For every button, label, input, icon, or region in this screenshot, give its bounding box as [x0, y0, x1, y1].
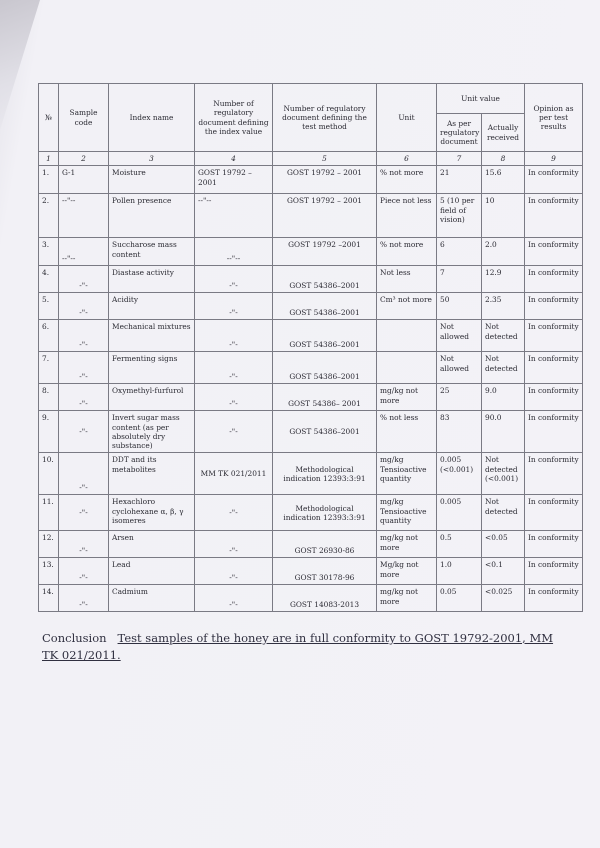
header-doc-method: Number of regulatory document defining the test method	[273, 84, 377, 152]
doc-index: -"-	[195, 558, 273, 585]
doc-index: -"-	[195, 293, 273, 320]
table-row	[39, 495, 583, 531]
opinion: In conformity	[525, 320, 583, 352]
index-name: DDT and its metabolites	[109, 453, 195, 495]
sample-code: -"-	[59, 453, 109, 495]
doc-method: GOST 54386–2001	[273, 352, 377, 384]
sample-code: -"-	[59, 558, 109, 585]
table-row	[39, 453, 583, 495]
index-name: Moisture	[109, 166, 195, 194]
row-number: 12.	[39, 531, 59, 558]
doc-method: GOST 54386–2001	[273, 293, 377, 320]
col-number: 2	[59, 152, 109, 166]
opinion: In conformity	[525, 495, 583, 531]
table-row	[39, 166, 583, 194]
sample-code: -"-	[59, 411, 109, 453]
as-per-value: 83	[437, 411, 482, 453]
doc-index: -"-	[195, 320, 273, 352]
unit: mg/kg Tensioactive quantity	[377, 453, 437, 495]
opinion: In conformity	[525, 585, 583, 612]
unit	[377, 320, 437, 352]
as-per-value: 25	[437, 384, 482, 411]
row-number: 8.	[39, 384, 59, 411]
as-per-value: 5 (10 per field of vision)	[437, 194, 482, 238]
sample-code: --"--	[59, 194, 109, 238]
table-row	[39, 238, 583, 266]
conclusion-label: Conclusion	[42, 631, 107, 645]
actual-value: 12.9	[482, 266, 525, 293]
opinion: In conformity	[525, 194, 583, 238]
table-row	[39, 531, 583, 558]
doc-method: GOST 14083-2013	[273, 585, 377, 612]
row-number: 4.	[39, 266, 59, 293]
opinion: In conformity	[525, 266, 583, 293]
doc-method: GOST 54386–2001	[273, 266, 377, 293]
actual-value: Not detected	[482, 495, 525, 531]
doc-index: -"-	[195, 266, 273, 293]
actual-value: 90.0	[482, 411, 525, 453]
test-results-table	[38, 83, 583, 612]
doc-method: GOST 54386–2001	[273, 320, 377, 352]
row-number: 13.	[39, 558, 59, 585]
unit: % not more	[377, 166, 437, 194]
row-number: 1.	[39, 166, 59, 194]
index-name: Arsen	[109, 531, 195, 558]
opinion: In conformity	[525, 384, 583, 411]
as-per-value: 0.05	[437, 585, 482, 612]
row-number: 9.	[39, 411, 59, 453]
unit: Cm³ not more	[377, 293, 437, 320]
opinion: In conformity	[525, 238, 583, 266]
doc-method: GOST 54386–2001	[273, 411, 377, 453]
conclusion	[42, 630, 562, 663]
sample-code: -"-	[59, 585, 109, 612]
opinion: In conformity	[525, 558, 583, 585]
doc-index: -"-	[195, 585, 273, 612]
as-per-value: Not allowed	[437, 352, 482, 384]
doc-index: -"-	[195, 411, 273, 453]
opinion: In conformity	[525, 411, 583, 453]
doc-method: GOST 54386– 2001	[273, 384, 377, 411]
row-number: 6.	[39, 320, 59, 352]
sample-code: -"-	[59, 266, 109, 293]
header-unit-value: Unit value	[437, 84, 525, 114]
sample-code: -"-	[59, 320, 109, 352]
doc-index: -"-	[195, 352, 273, 384]
actual-value: 9.0	[482, 384, 525, 411]
table-row	[39, 585, 583, 612]
row-number: 5.	[39, 293, 59, 320]
opinion: In conformity	[525, 166, 583, 194]
row-number: 11.	[39, 495, 59, 531]
doc-method: GOST 19792 – 2001	[273, 194, 377, 238]
unit: mg/kg not more	[377, 531, 437, 558]
index-name: Acidity	[109, 293, 195, 320]
doc-index: -"-	[195, 495, 273, 531]
row-number: 3.	[39, 238, 59, 266]
as-per-value: 0.005 (<0.001)	[437, 453, 482, 495]
doc-method: Methodological indication 12393:3:91	[273, 495, 377, 531]
table-row	[39, 558, 583, 585]
doc-method: GOST 19792 –2001	[273, 238, 377, 266]
actual-value: 15.6	[482, 166, 525, 194]
header-index-name: Index name	[109, 84, 195, 152]
index-name: Pollen presence	[109, 194, 195, 238]
actual-value: <0.025	[482, 585, 525, 612]
sample-code: --"--	[59, 238, 109, 266]
header-no: №	[39, 84, 59, 152]
as-per-value: 0.005	[437, 495, 482, 531]
actual-value: 10	[482, 194, 525, 238]
table-row	[39, 293, 583, 320]
actual-value: <0.05	[482, 531, 525, 558]
sample-code: -"-	[59, 352, 109, 384]
as-per-value: 0.5	[437, 531, 482, 558]
doc-method: GOST 19792 – 2001	[273, 166, 377, 194]
unit: % not less	[377, 411, 437, 453]
unit: mg/kg Tensioactive quantity	[377, 495, 437, 531]
col-number: 6	[377, 152, 437, 166]
actual-value: Not detected	[482, 320, 525, 352]
as-per-value: Not allowed	[437, 320, 482, 352]
opinion: In conformity	[525, 531, 583, 558]
table-row	[39, 266, 583, 293]
doc-index: --"--	[195, 194, 273, 238]
sample-code: -"-	[59, 293, 109, 320]
row-number: 7.	[39, 352, 59, 384]
header-as-per: As per regulatory document	[437, 114, 482, 152]
table-row	[39, 411, 583, 453]
header-sample-code: Sample code	[59, 84, 109, 152]
opinion: In conformity	[525, 453, 583, 495]
index-name: Oxymethyl-furfurol	[109, 384, 195, 411]
actual-value: Not detected	[482, 352, 525, 384]
as-per-value: 1.0	[437, 558, 482, 585]
col-number: 1	[39, 152, 59, 166]
col-number: 8	[482, 152, 525, 166]
actual-value: 2.35	[482, 293, 525, 320]
header-actually: Actually received	[482, 114, 525, 152]
table-row	[39, 352, 583, 384]
col-number: 7	[437, 152, 482, 166]
index-name: Mechanical mixtures	[109, 320, 195, 352]
unit: Not less	[377, 266, 437, 293]
opinion: In conformity	[525, 352, 583, 384]
table-row	[39, 320, 583, 352]
unit	[377, 352, 437, 384]
doc-method: GOST 30178-96	[273, 558, 377, 585]
row-number: 10.	[39, 453, 59, 495]
unit: Piece not less	[377, 194, 437, 238]
actual-value: <0.1	[482, 558, 525, 585]
actual-value: 2.0	[482, 238, 525, 266]
actual-value: Not detected (<0.001)	[482, 453, 525, 495]
col-number: 5	[273, 152, 377, 166]
header-doc-index: Number of regulatory document defining the index value	[195, 84, 273, 152]
as-per-value: 50	[437, 293, 482, 320]
index-name: Succharose mass content	[109, 238, 195, 266]
opinion: In conformity	[525, 293, 583, 320]
doc-index: --"--	[195, 238, 273, 266]
doc-method: Methodological indication 12393:3:91	[273, 453, 377, 495]
doc-index: -"-	[195, 531, 273, 558]
doc-index: GOST 19792 – 2001	[195, 166, 273, 194]
as-per-value: 21	[437, 166, 482, 194]
header-unit: Unit	[377, 84, 437, 152]
as-per-value: 7	[437, 266, 482, 293]
sample-code: -"-	[59, 531, 109, 558]
col-number: 4	[195, 152, 273, 166]
unit: % not more	[377, 238, 437, 266]
index-name: Hexachloro cyclohexane α, β, γ isomeres	[109, 495, 195, 531]
index-name: Invert sugar mass content (as per absolutely dry substance)	[109, 411, 195, 453]
col-number: 3	[109, 152, 195, 166]
row-number: 14.	[39, 585, 59, 612]
unit: mg/kg not more	[377, 585, 437, 612]
doc-index: MM TK 021/2011	[195, 453, 273, 495]
doc-method: GOST 26930-86	[273, 531, 377, 558]
doc-index: -"-	[195, 384, 273, 411]
as-per-value: 6	[437, 238, 482, 266]
unit: Mg/kg not more	[377, 558, 437, 585]
sample-code: G-1	[59, 166, 109, 194]
sample-code: -"-	[59, 384, 109, 411]
index-name: Diastase activity	[109, 266, 195, 293]
col-number: 9	[525, 152, 583, 166]
index-name: Lead	[109, 558, 195, 585]
conclusion-text: Test samples of the honey are in full conformity to GOST 19792-2001, MM TK 021/2011.	[42, 631, 554, 662]
row-number: 2.	[39, 194, 59, 238]
table-row	[39, 384, 583, 411]
unit: mg/kg not more	[377, 384, 437, 411]
header-opinion: Opinion as per test results	[525, 84, 583, 152]
index-name: Cadmium	[109, 585, 195, 612]
index-name: Fermenting signs	[109, 352, 195, 384]
sample-code: -"-	[59, 495, 109, 531]
table-row	[39, 194, 583, 238]
